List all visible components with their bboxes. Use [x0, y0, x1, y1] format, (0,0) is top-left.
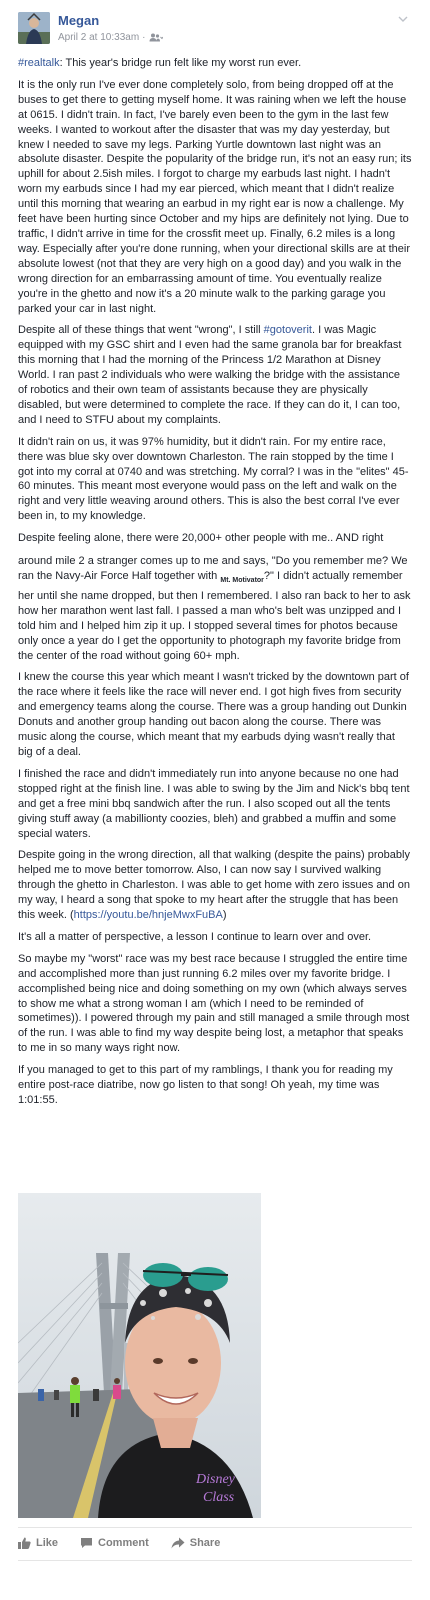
paragraph: If you managed to get to this part of my ramblings, I thank you for reading my entire post-race diatribe, now go listen to that song! Oh yeah, my time was 1:01:55. — [18, 1064, 393, 1106]
paragraph: It's all a matter of perspective, a lesson I continue to learn over and over. — [18, 930, 372, 943]
paragraph: Despite going in the wrong direction, all that walking (despite the pains) probably helped me to move better tomorrow. Also, I can now say I survived walking through the ghetto in Charleston. I was able to get home with zero issues and on my way, I heard a song that spoke to my heart after the struggle that has been this week. (https://youtu.be/hnjeMwxFuBA) — [18, 849, 410, 922]
hashtag-link[interactable]: #realtalk — [18, 57, 60, 69]
share-icon — [171, 1537, 185, 1549]
paragraph: around mile 2 a stranger comes up to me and says, "Do you remember me? We ran the Navy-Air Force Half together with $_{Mt. Motivator}$?" I didn't actually remember her until she name dropped, but then I remembered. I also ran back to her to ask how her marathon went last fall. I passed a man who's belt was unzipped and I told him and I helped him zip it up. I stopped several times for photos because only once a year do I get the opportunity to photograph my favorite bridge from the center of the road without going 60+ mph. — [18, 555, 411, 662]
comment-button[interactable]: Comment — [80, 1537, 149, 1549]
handwritten-note: Mt. Motivator — [220, 577, 264, 584]
youtube-link[interactable]: https://youtu.be/hnjeMwxFuBA — [73, 909, 223, 922]
action-bar — [18, 1530, 412, 1556]
post-author[interactable]: Megan — [58, 13, 100, 28]
paragraph: It didn't rain on us, it was 97% humidity, but it didn't rain. For my entire race, there was blue sky over downtown Charleston. The rain stopped by the time I got into my corral at 0740 and was stretching. My corral? I was in the "elites" 45-60 minutes. This meant most everyone would pass on the left and walk on the right and very little weaving around others. This is also the best corral I've ever been in, to my knowledge. — [18, 435, 409, 523]
divider — [18, 1527, 412, 1528]
thumbs-up-icon — [18, 1537, 31, 1549]
chevron-down-icon[interactable] — [398, 14, 408, 24]
friends-icon[interactable] — [149, 33, 163, 42]
paragraph: I finished the race and didn't immediately run into anyone because no one had stopped right at the finish line. I was able to swing by the Jim and Nick's bbq tent and get a free mini bbq sandwich after the run. I also scoped out all the tents giving stuff away (a mabillionty coozies, bleh) and grabbed a muffin and some special waters. — [18, 767, 410, 840]
like-button[interactable]: Like — [18, 1537, 58, 1549]
paragraph: So maybe my "worst" race was my best race because I struggled the entire time and accomplished more than just running 6.2 miles over my favorite bridge. I accomplished being nice and doing something on my own (which always serves to show me what a strong woman I am (which I need to be reminded of sometimes)). I powered through my pain and still managed a smile through most of the run. I was able to find my way despite being lost, a metaphor that speaks to me in so many ways right now. — [18, 952, 410, 1055]
hashtag-link[interactable]: #gotoverit — [263, 324, 312, 337]
divider — [18, 1560, 412, 1561]
shirt-text: Class — [203, 1490, 235, 1505]
paragraph: I knew the course this year which meant I wasn't tricked by the downtown part of the race where it feels like the race will never end. I got high fives from security and emergency teams along the course. There was a group handing out Dunkin Donuts and another group handing out bacon along the course. There was music along the course, which meant that my earbuds dying wasn't really that big of a deal. — [18, 671, 409, 758]
paragraph: It is the only run I've ever done completely solo, from being dropped off at the buses to get there to getting myself home. It was raining when we left the house at 0615. I didn't train. In fact, I've barely even been to the gym in the last few weeks. I wanted to workout after the disaster that was my day yesterday, but knew I needed to save my legs. Parking Yurtle downtown last night was an absolute disaster. Despite the popularity of the bridge run, it's not an easy run; its uphill for about 2.5ish miles. I forgot to charge my earbuds last night. I hadn't worn my earbuds since I had my ear pierced, which meant that I didn't realize until this morning that wearing an earbud in my right ear is now a challenge. My feet have been hurting since October and my hips are definitely not lying. Due to traffic, I didn't arrive in time for the crossfit meet up. Finally, 6.2 miles is a long way. Especially after you're done running, when your directional skills are at their absolute lowest (not that they are very high on a good day) and you walk in the wrong direction for an embarrassing amount of time. You eventually realize you're in the ghetto and now it's a 20 minute walk to the parking garage you parked your car in last night. — [18, 78, 412, 315]
paragraph: Despite all of these things that went "wrong", I still #gotoverit. I was Magic equipped with my GSC shirt and I even had the same granola bar for breakfast this morning that I had the morning of the Princess 1/2 Marathon at Disney World. I ran past 2 individuals who were walking the bridge with the assistance of robotics and their own team of assistants because they are physically disabled, but were determined to complete the race. If they can do it, I can too, and I need to STFU about my complaints. — [18, 324, 402, 426]
post-timestamp[interactable]: April 2 at 10:33am — [58, 32, 140, 43]
shirt-text: Disney — [196, 1472, 235, 1487]
paragraph: #realtalk: This year's bridge run felt like my worst run ever. — [18, 57, 302, 69]
paragraph: Despite feeling alone, there were 20,000+ other people with me.. AND right — [18, 532, 384, 545]
comment-icon — [80, 1537, 93, 1549]
share-button[interactable]: Share — [171, 1537, 221, 1549]
post-photo[interactable] — [18, 1193, 261, 1518]
post-meta: April 2 at 10:33am · — [58, 32, 163, 43]
avatar[interactable] — [18, 12, 50, 44]
post-body — [18, 56, 412, 1115]
